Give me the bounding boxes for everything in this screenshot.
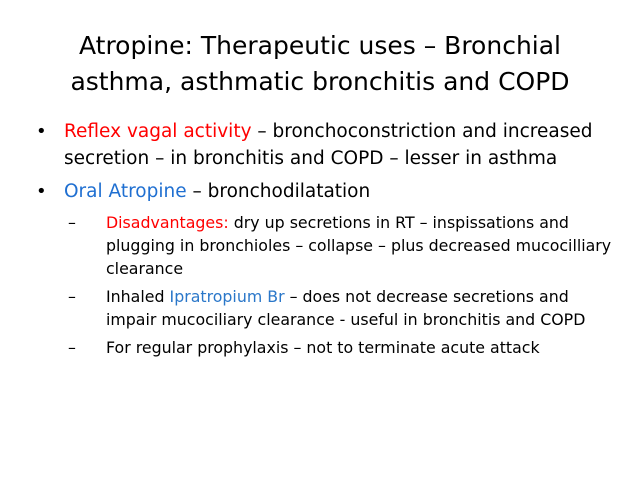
bullet-reflex-vagal (36, 118, 616, 172)
dash-marker: – (68, 338, 76, 357)
subbullet-highlight: Ipratropium Br (169, 287, 285, 306)
subbullet-text: dry up secretions in RT – inspissations and plugging in bronchioles – collapse – plus decreased mucocilliary clearance (106, 213, 612, 278)
subbullet-prefix: Inhaled (106, 287, 170, 306)
bullet-text: – bronchoconstriction and increased secretion – in bronchitis and COPD – lesser in asthma (64, 121, 593, 169)
title-line-2: asthma, asthmatic bronchitis and COPD (70, 67, 570, 96)
bullet-text: – bronchodilatation (186, 181, 371, 202)
dash-marker: – (68, 287, 76, 306)
bullet-dot: • (36, 121, 47, 142)
dash-marker: – (68, 213, 76, 232)
subbullet-ipratropium (68, 285, 616, 331)
subbullet-text: For regular prophylaxis – not to terminate acute attack (106, 338, 540, 357)
bullet-highlight: Oral Atropine (64, 181, 187, 202)
subbullet-highlight: Disadvantages: (106, 213, 229, 232)
bullet-highlight: Reflex vagal activity (64, 121, 252, 142)
bullet-dot: • (36, 181, 47, 202)
title-line-1: Atropine: Therapeutic uses – Bronchial (78, 31, 562, 60)
bullet-list (36, 118, 616, 364)
slide-title (40, 28, 600, 100)
subbullet-text: – does not decrease secretions and impair mucociliary clearance - useful in bronchitis and COPD (106, 287, 586, 329)
subbullet-prophylaxis (68, 336, 616, 359)
subbullet-disadvantages (68, 211, 616, 280)
bullet-oral-atropine (36, 178, 616, 205)
